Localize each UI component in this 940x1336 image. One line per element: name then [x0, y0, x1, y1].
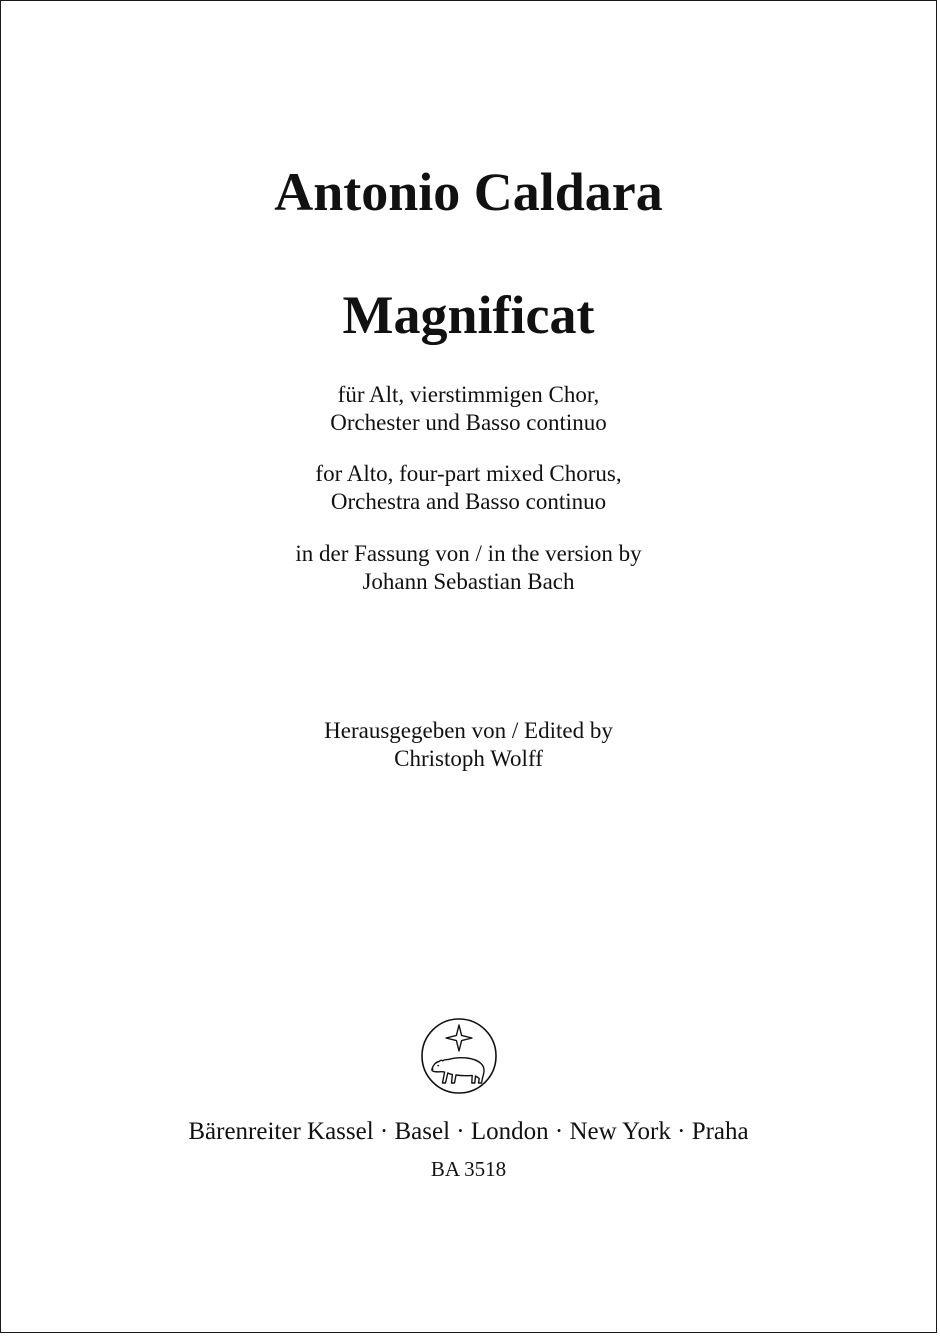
scoring-german-line-2: Orchester und Basso continuo [330, 410, 607, 435]
version-arranger: Johann Sebastian Bach [362, 569, 575, 594]
editor-name: Christoph Wolff [394, 746, 543, 771]
scoring-english-line-2: Orchestra and Basso continuo [330, 489, 607, 514]
composer-name: Antonio Caldara [274, 162, 663, 222]
publisher-cities: Bärenreiter Kassel · Basel · London · New York · Praha [188, 1118, 749, 1145]
version-line-1: in der Fassung von / in the version by [295, 541, 642, 566]
work-title: Magnificat [342, 285, 595, 345]
catalog-number: BA 3518 [430, 1157, 507, 1181]
editor-label: Herausgegeben von / Edited by [324, 718, 613, 743]
scoring-german-line-1: für Alt, vierstimmigen Chor, [337, 382, 600, 407]
baerenreiter-bear-star-logo-icon [420, 1017, 498, 1095]
scoring-english-line-1: for Alto, four-part mixed Chorus, [315, 461, 622, 486]
